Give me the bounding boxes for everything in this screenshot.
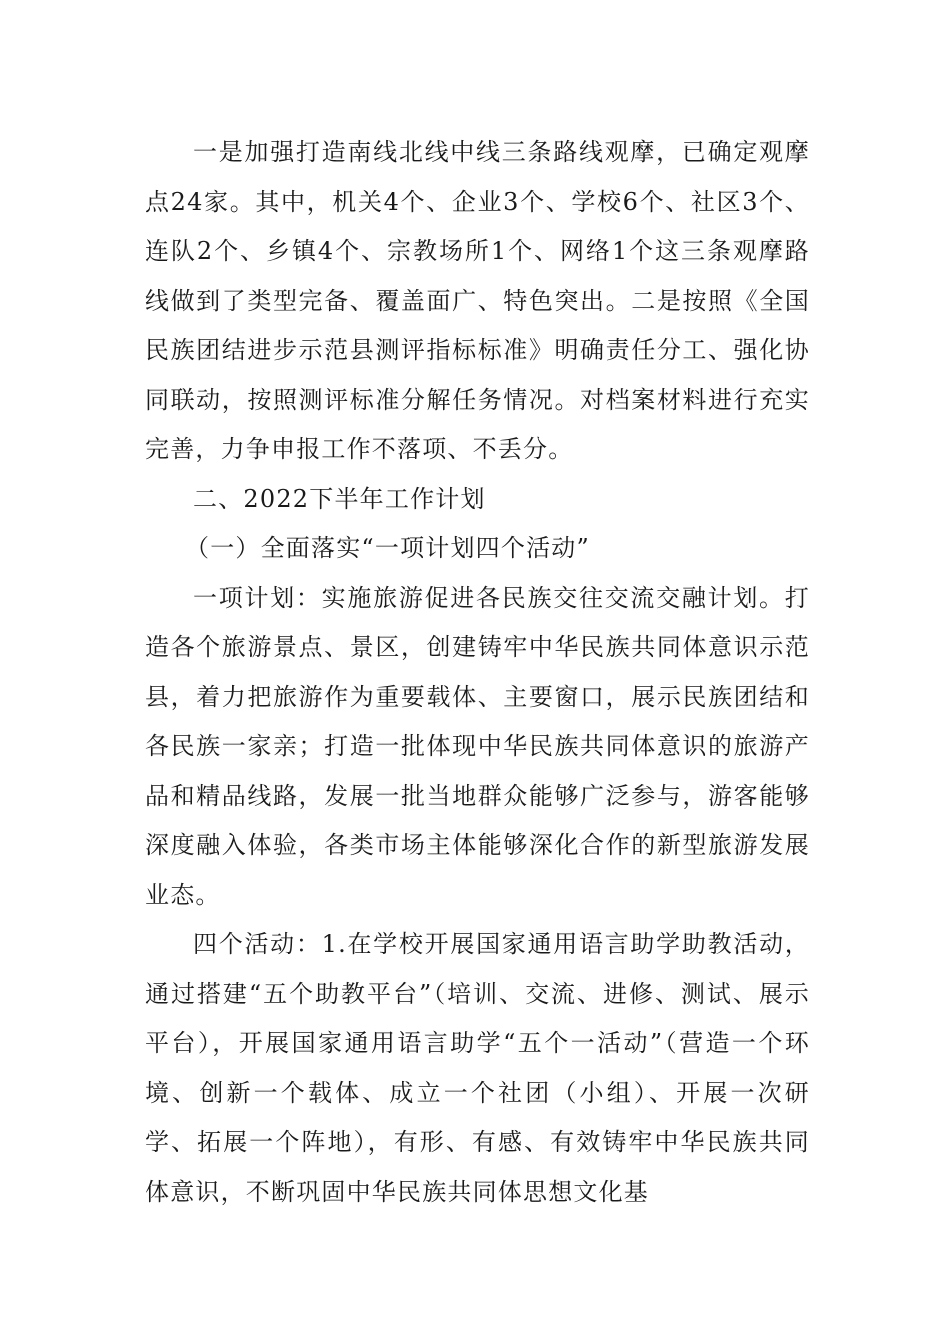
paragraph-four-activities: 四个活动：1.在学校开展国家通用语言助学助教活动，通过搭建“五个助教平台”（培训、交流、进修、测试、展示平台），开展国家通用语言助学“五个一活动”（营造一个环境、创新一个载体、成立一个社团（小组）、开展一次研学、拓展一个阵地），有形、有感、有效铸牢中华民族共同体意识，不断巩固中华民族共同体思想文化基 bbox=[145, 930, 810, 1206]
paragraph-observation-routes: 一是加强打造南线北线中线三条路线观摩，已确定观摩点24家。其中，机关4个、企业3个、学校6个、社区3个、连队2个、乡镇4个、宗教场所1个、网络1个这三条观摩路线做到了类型完备、覆盖面广、特色突出。二是按照《全国民族团结进步示范县测评指标标准》明确责任分工、强化协同联动，按照测评标准分解任务情况。对档案材料进行充实完善，力争申报工作不落项、不丢分。 bbox=[145, 138, 810, 463]
paragraph-one-plan: 一项计划：实施旅游促进各民族交往交流交融计划。打造各个旅游景点、景区，创建铸牢中华民族共同体意识示范县，着力把旅游作为重要载体、主要窗口，展示民族团结和各民族一家亲；打造一批体现中华民族共同体意识的旅游产品和精品线路，发展一批当地群众能够广泛参与，游客能够深度融入体验，各类市场主体能够深化合作的新型旅游发展业态。 bbox=[145, 583, 810, 909]
section-heading-h2-plan: 二、2022下半年工作计划 bbox=[193, 484, 486, 513]
subsection-heading-implement: （一）全面落实“一项计划四个活动” bbox=[185, 534, 590, 562]
document-body bbox=[145, 128, 810, 1217]
